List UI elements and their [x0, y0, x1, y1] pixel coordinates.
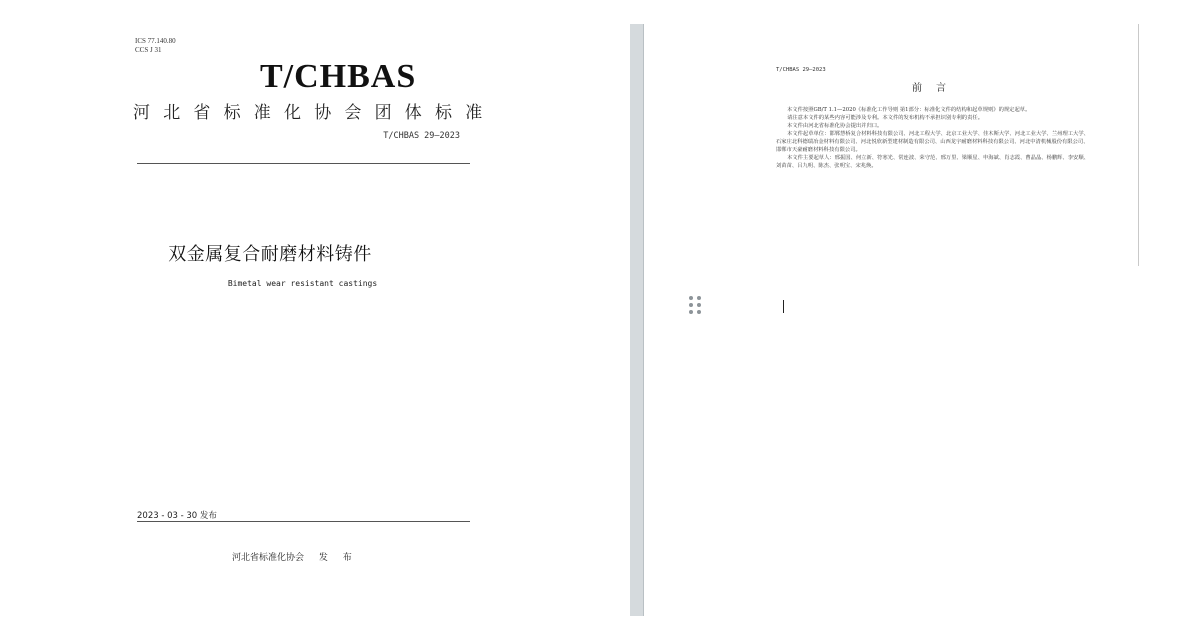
page-gutter	[630, 24, 643, 616]
publisher-line: 河北省标准化协会 发 布	[232, 553, 352, 563]
foreword-body[interactable]	[776, 106, 1092, 170]
release-date: 2023 - 03 - 30 发布	[137, 511, 217, 521]
paragraph: 请注意本文件的某些内容可能涉及专利。本文件的发布机构不承担识别专利的责任。	[787, 115, 983, 121]
paragraph: 本文件主要起草人：邢振国、何立新、符寒光、常连波、荣守范、邢万里、梁顺星、申海斌、肖志霞、曹晶晶、杨鹏辉、李安顺、刘苗苗、吕九明、陈杰、张明宝、宋兆焕。	[776, 155, 1089, 169]
ics-code: ICS 77.140.80	[135, 37, 176, 45]
paragraph: 本文件起草单位：邯郸慧桥复合材料科技有限公司、河北工程大学、北京工业大学、佳木斯大学、河北工业大学、兰州理工大学、石家庄北科德瑞冶金材料有限公司、河北悦欣新型建材制造有限公司、山西龙宇耐磨材料科技有限公司、河北中清机械股份有限公司、邯郸市天豪耐磨材料科技有限公司。	[776, 131, 1089, 153]
title-english: Bimetal wear resistant castings	[227, 279, 378, 288]
top-divider	[137, 163, 470, 164]
paragraph: 本文件按照GB/T 1.1—2020《标准化工作导则 第1部分：标准化文件的结构和起草规则》的规定起草。	[787, 107, 1031, 113]
foreword-title: 前言	[912, 83, 960, 94]
association-heading: 河北省标准化协会团体标准	[133, 103, 496, 123]
text-cursor	[783, 300, 784, 313]
page-edge	[1138, 24, 1139, 266]
standard-number: T/CHBAS 29—2023	[383, 131, 460, 141]
classification-codes	[135, 37, 176, 55]
title-chinese: 双金属复合耐磨材料铸件	[168, 244, 372, 265]
standard-brand-logo: T/CHBAS	[260, 58, 417, 95]
ccs-code: CCS J 31	[135, 46, 162, 54]
page-header: T/CHBAS 29—2023	[776, 67, 826, 73]
drag-handle-icon[interactable]	[689, 296, 705, 318]
paragraph: 本文件由河北省标准化协会提出并归口。	[787, 123, 883, 129]
bottom-divider	[137, 521, 470, 522]
